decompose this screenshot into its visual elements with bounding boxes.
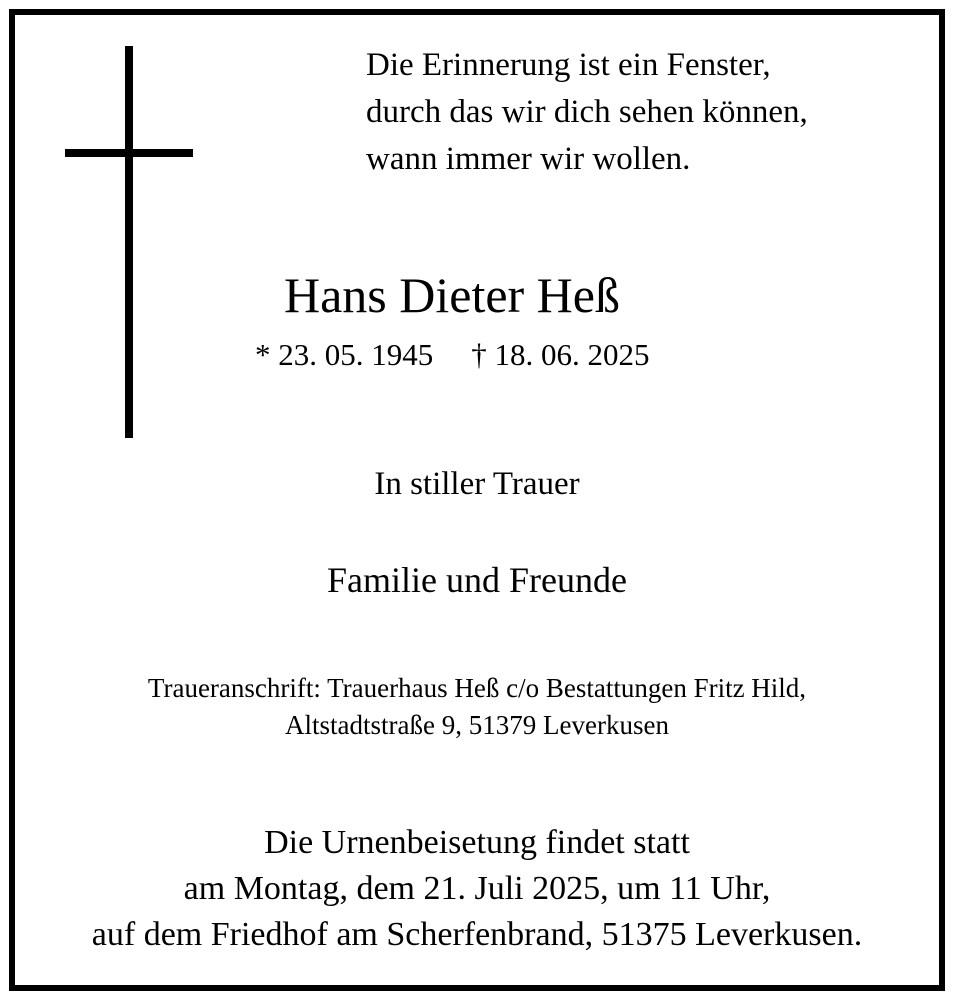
address-line: Traueranschrift: Trauerhaus Heß c/o Bestattungen Fritz Hild, [147,673,807,703]
quote-line: Die Erinnerung ist ein Fenster, [366,47,771,83]
death-date: † 18. 06. 2025 [471,337,650,372]
address-line: Altstadtstraße 9, 51379 Leverkusen [285,710,669,740]
mourning-text: In stiller Trauer [374,466,580,502]
funeral-line: Die Urnenbeisetung findet statt [264,824,690,861]
funeral-line: auf dem Friedhof am Scherfenbrand, 51375 Leverkusen. [91,916,863,953]
cross-vertical-beam [125,46,133,438]
funeral-notice [20,820,934,958]
quote-line: durch das wir dich sehen können, [366,94,808,130]
deceased-name: Hans Dieter Heß [284,267,620,323]
signed-by: Familie und Freunde [327,560,627,600]
memorial-quote [366,42,926,183]
life-dates [255,335,650,375]
quote-line: wann immer wir wollen. [366,141,691,177]
cross-horizontal-beam [65,149,193,157]
mourning-address [20,670,934,744]
birth-date: * 23. 05. 1945 [255,337,434,372]
funeral-line: am Montag, dem 21. Juli 2025, um 11 Uhr, [183,870,771,907]
